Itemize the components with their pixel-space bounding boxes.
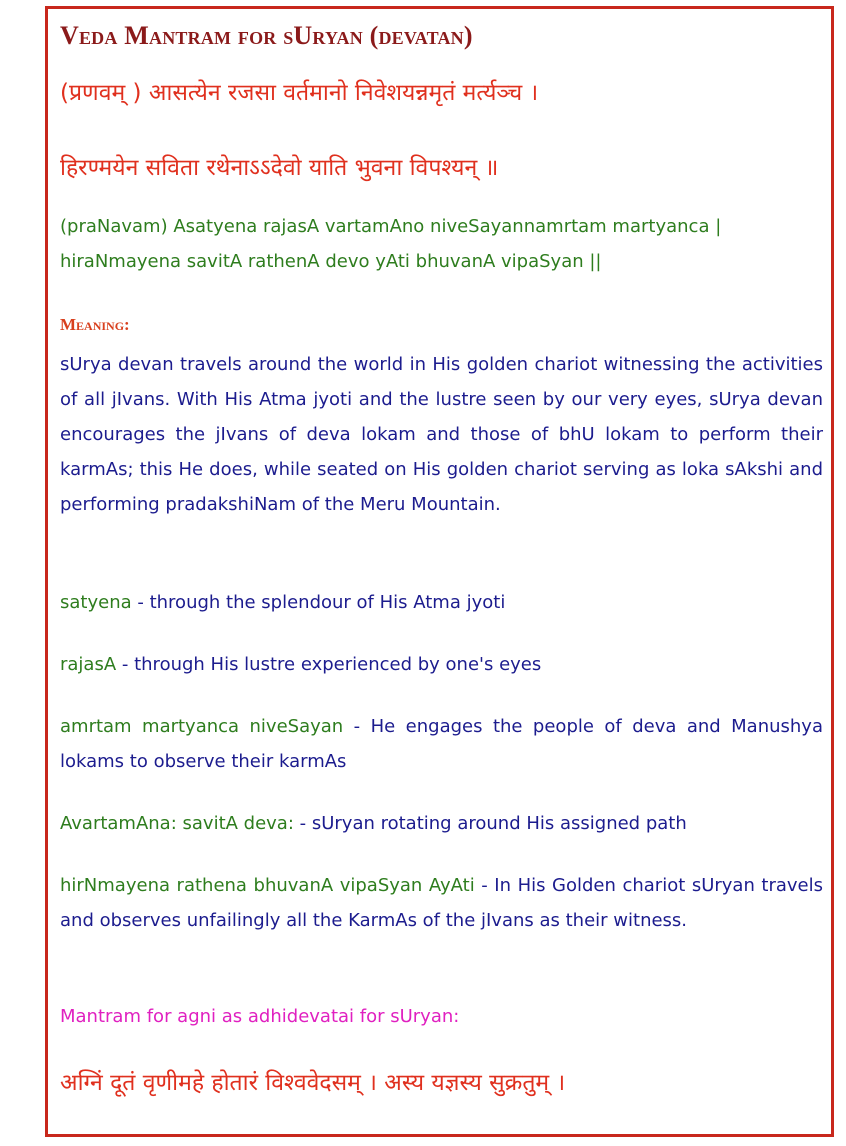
glossary-item xyxy=(60,806,823,841)
page-title: Veda Mantram for sUryan (devatan) xyxy=(60,21,473,50)
glossary-definition: - through the splendour of His Atma jyoti xyxy=(131,592,506,613)
glossary-term: rajasA xyxy=(60,654,117,675)
glossary-definition: - In His Golden chariot sUryan travels and observes unfailingly all the KarmAs of the jIvans as their witness. xyxy=(60,875,824,931)
glossary-definition: - sUryan rotating around His assigned path xyxy=(293,813,687,834)
agni-mantra-heading: Mantram for agni as adhidevatai for sUryan: xyxy=(60,1006,460,1027)
content-frame xyxy=(45,6,834,1137)
glossary-item xyxy=(60,868,823,938)
glossary-term: hirNmayena rathena bhuvanA vipaSyan AyAti xyxy=(60,875,475,896)
glossary-definition: - through His lustre experienced by one's eyes xyxy=(116,654,542,675)
mantra-transliteration-line-1: (praNavam) Asatyena rajasA vartamAno niveSayannamrtam martyanca | xyxy=(60,216,722,237)
agni-mantra-devanagari: अग्निं दूतं वृणीमहे होतारं विश्ववेदसम् । अस्य यज्ञस्य सुक्रतुम् । xyxy=(60,1070,566,1096)
meaning-paragraph: sUrya devan travels around the world in His golden chariot witnessing the activities of all jIvans. With His Atma jyoti and the lustre seen by our very eyes, sUrya devan encourages the jIvans of deva lokam and those of bhU lokam to perform their karmAs; this He does, while seated on His golden chariot serving as loka sAkshi and performing pradakshiNam of the Meru Mountain. xyxy=(60,354,823,515)
glossary-item xyxy=(60,709,823,779)
glossary-definition: - He engages the people of deva and Manushya lokams to observe their karmAs xyxy=(60,716,823,772)
mantra-devanagari-line-1: (प्रणवम् ) आसत्येन रजसा वर्तमानो निवेशयन्नमृतं मर्त्यञ्च । xyxy=(60,80,539,106)
glossary-term: satyena xyxy=(60,592,132,613)
mantra-transliteration-line-2: hiraNmayena savitA rathenA devo yAti bhuvanA vipaSyan || xyxy=(60,251,602,272)
meaning-heading: Meaning: xyxy=(60,315,130,334)
mantra-devanagari-line-2: हिरण्मयेन सविता रथेनाऽऽदेवो याति भुवना विपश्यन् ॥ xyxy=(60,155,499,181)
glossary-item xyxy=(60,585,823,620)
glossary-term: AvartamAna: savitA deva: xyxy=(60,813,294,834)
glossary-term: amrtam martyanca niveSayan xyxy=(60,716,344,737)
glossary-item xyxy=(60,647,823,682)
